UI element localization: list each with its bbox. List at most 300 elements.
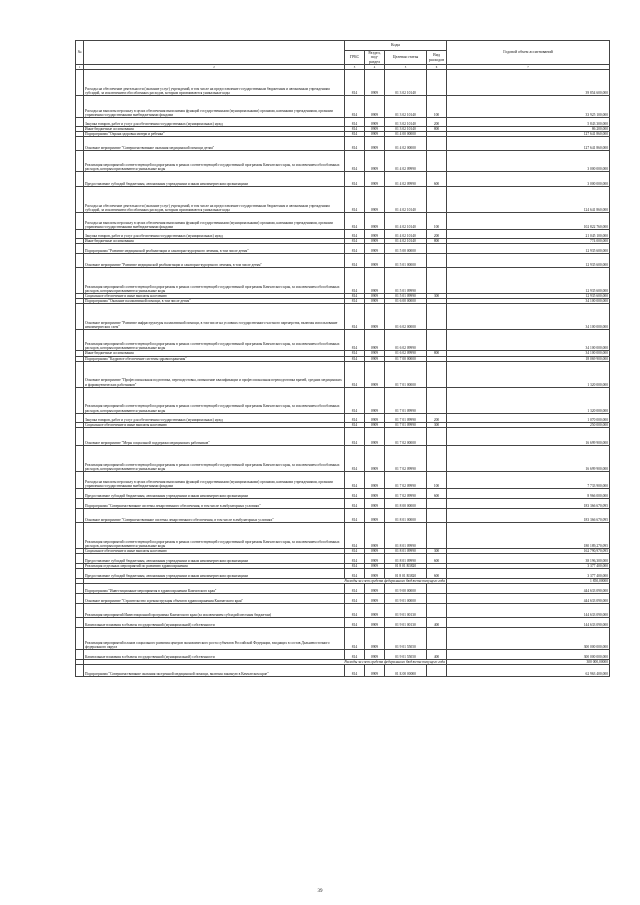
razdel-code: 0909 — [365, 213, 385, 230]
razdel-code: 0909 — [365, 553, 385, 563]
amount-cell: 3 000 000,000 — [447, 151, 610, 172]
empty-cell — [76, 498, 84, 508]
target-article-code: 01 7 01 00000 — [385, 361, 427, 387]
target-article-code: 01 7 01 09990 — [385, 422, 427, 427]
grbs-code: 814 — [345, 294, 365, 299]
expense-type-code — [427, 137, 447, 151]
razdel-code: 0909 — [365, 304, 385, 330]
empty-cell — [76, 413, 84, 422]
amount-cell: 62 963 400,000 — [447, 665, 610, 677]
target-article-code: 01 3 02 10140 — [385, 127, 427, 132]
razdel-code: 0909 — [365, 427, 385, 445]
expense-type-code: 100 — [427, 471, 447, 488]
table-row — [76, 665, 610, 677]
table-row — [76, 304, 610, 330]
header-name — [84, 41, 345, 65]
target-article-code: 01 4 02 09990 — [385, 151, 427, 172]
target-article-code: 01 6 00 00000 — [385, 299, 427, 304]
expense-type-code — [427, 70, 447, 96]
item-name: Подпрограмма "Развитие медицинской реабилитации и санаторно-курортного лечения, в том числе детям" — [84, 244, 345, 254]
target-article-code: 01 6 02 00000 — [385, 304, 427, 330]
item-name: Социальное обеспечение и иные выплаты населению — [84, 548, 345, 553]
razdel-code: 0909 — [365, 413, 385, 422]
item-name: Иные бюджетные ассигнования — [84, 127, 345, 132]
grbs-code: 814 — [345, 471, 365, 488]
expense-type-code: 600 — [427, 172, 447, 187]
item-name: Социальное обеспечение и иные выплаты населению — [84, 422, 345, 427]
amount-cell: 16 699 900,000 — [447, 427, 610, 445]
razdel-code: 0909 — [365, 254, 385, 268]
target-article-code: 01 5 01 09990 — [385, 294, 427, 299]
table-row — [76, 553, 610, 563]
header-csr: Целевая статья — [385, 51, 427, 65]
target-article-code: 01 7 00 00000 — [385, 356, 427, 361]
expense-type-code — [427, 445, 447, 471]
empty-cell — [76, 70, 84, 96]
grbs-code: 814 — [345, 187, 365, 213]
empty-cell — [76, 594, 84, 604]
expense-type-code — [427, 187, 447, 213]
empty-cell — [76, 304, 84, 330]
expense-type-code: 600 — [427, 568, 447, 578]
expense-type-code: 600 — [427, 488, 447, 498]
table-row — [76, 96, 610, 118]
amount-cell: 1 070 000,000 — [447, 413, 610, 422]
column-number: 1 — [76, 65, 84, 70]
target-article-code: 01 4 00 00000 — [385, 132, 427, 137]
target-article-code: 01 6 02 09990 — [385, 330, 427, 351]
razdel-code: 0909 — [365, 230, 385, 239]
amount-cell: 102 822 760,000 — [447, 213, 610, 230]
amount-cell: 124 641 860,000 — [447, 187, 610, 213]
grbs-code: 814 — [345, 132, 365, 137]
table-row — [76, 488, 610, 498]
razdel-code: 0909 — [365, 151, 385, 172]
amount-cell: 34 100 000,000 — [447, 304, 610, 330]
item-name: Основное мероприятие "Развитие инфраструктуры паллиативной помощи, в том числе на условиях государственного частного партнерства, включая использование некоммерческих схем" — [84, 304, 345, 330]
target-article-code: 01 5 01 00000 — [385, 254, 427, 268]
grbs-code: 814 — [345, 268, 365, 294]
grbs-code: 814 — [345, 522, 365, 548]
empty-cell — [76, 508, 84, 522]
target-article-code: 01 9 01 55050 — [385, 628, 427, 650]
amount-cell: 12 935 600,000 — [447, 244, 610, 254]
grbs-code: 814 — [345, 299, 365, 304]
target-article-code: 01 4 02 00000 — [385, 137, 427, 151]
amount-cell: 34 100 000,000 — [447, 351, 610, 356]
razdel-code: 0909 — [365, 96, 385, 118]
razdel-code: 0909 — [365, 604, 385, 618]
razdel-code: 0909 — [365, 665, 385, 677]
empty-cell — [76, 522, 84, 548]
expense-type-code — [427, 254, 447, 268]
empty-cell — [76, 172, 84, 187]
empty-cell — [76, 445, 84, 471]
razdel-code: 0909 — [365, 628, 385, 650]
empty-cell — [76, 151, 84, 172]
empty-cell — [76, 387, 84, 413]
item-name: Предоставление субсидий бюджетным, автономным учреждениям и иным некоммерческим организациям — [84, 488, 345, 498]
expense-type-code — [427, 268, 447, 294]
table-row — [76, 330, 610, 351]
empty-cell — [76, 488, 84, 498]
table-row — [76, 137, 610, 151]
razdel-code: 0909 — [365, 330, 385, 351]
item-name: Капитальные вложения в объекты государственной (муниципальной) собственности — [84, 618, 345, 628]
expense-type-code: 800 — [427, 351, 447, 356]
amount-cell: 183 366 670,095 — [447, 498, 610, 508]
target-article-code: 01 8 01 09990 — [385, 548, 427, 553]
expense-type-code: 100 — [427, 96, 447, 118]
expense-type-code: 400 — [427, 650, 447, 660]
item-name: Капитальные вложения в объекты государственной (муниципальной) собственности — [84, 650, 345, 660]
item-name: Закупка товаров, работ и услуг для обеспечения государственных (муниципальных) нужд — [84, 413, 345, 422]
empty-cell — [76, 230, 84, 239]
empty-cell — [76, 628, 84, 650]
razdel-code: 0909 — [365, 361, 385, 387]
grbs-code: 814 — [345, 618, 365, 628]
amount-cell: 33 925 100,000 — [447, 96, 610, 118]
empty-cell — [76, 665, 84, 677]
grbs-code: 814 — [345, 553, 365, 563]
expense-type-code: 800 — [427, 127, 447, 132]
empty-cell — [76, 187, 84, 213]
grbs-code: 814 — [345, 427, 365, 445]
table-row — [76, 568, 610, 578]
amount-cell: 127 641 860,000 — [447, 132, 610, 137]
table-row — [76, 361, 610, 387]
grbs-code: 814 — [345, 239, 365, 244]
item-name: Реализация мероприятий соответствующей подпрограммы в рамках соответствующей государственной программы Камчатского края, за исключением обособленных расходов, которым присваиваются уникальные коды — [84, 268, 345, 294]
target-article-code: 01 9 01 00130 — [385, 618, 427, 628]
target-article-code: 01 Б 00 00000 — [385, 665, 427, 677]
amount-cell: 16 699 900,000 — [447, 445, 610, 471]
expense-type-code — [427, 361, 447, 387]
target-article-code: 01 7 01 09990 — [385, 387, 427, 413]
grbs-code: 814 — [345, 445, 365, 471]
empty-cell — [76, 650, 84, 660]
grbs-code: 814 — [345, 70, 365, 96]
empty-cell — [76, 118, 84, 127]
item-name: Реализация мероприятий соответствующей подпрограммы в рамках соответствующей государственной программы Камчатского края, за исключением обособленных расходов, которым присваиваются уникальные коды — [84, 522, 345, 548]
target-article-code: 01 9 01 55050 — [385, 650, 427, 660]
table-row — [76, 522, 610, 548]
razdel-code: 0909 — [365, 584, 385, 594]
expense-type-code — [427, 584, 447, 594]
table-row — [76, 650, 610, 660]
header-vr: Вид расходов — [427, 51, 447, 65]
grbs-code: 814 — [345, 244, 365, 254]
razdel-code: 0909 — [365, 132, 385, 137]
item-name: Предоставление субсидий бюджетным, автономным учреждениям и иным некоммерческим организациям — [84, 568, 345, 578]
target-article-code: 01 4 02 10140 — [385, 213, 427, 230]
table-row — [76, 268, 610, 294]
target-article-code: 01 4 02 10140 — [385, 230, 427, 239]
amount-cell: 300 000 000,000 — [447, 650, 610, 660]
target-article-code: 01 7 02 00000 — [385, 427, 427, 445]
razdel-code: 0909 — [365, 299, 385, 304]
razdel-code: 0909 — [365, 294, 385, 299]
column-number: 3 — [345, 65, 365, 70]
budget-table-sheet — [75, 40, 609, 677]
empty-cell — [76, 568, 84, 578]
amount-cell: 86 200,000 — [447, 127, 610, 132]
razdel-code: 0909 — [365, 70, 385, 96]
item-name: Расходы на выплаты персоналу в целях обеспечения выполнения функций государственными (муниципальными) органами, казенными учреждениями, органами управления государственными внебюджетными фондами — [84, 213, 345, 230]
razdel-code: 0909 — [365, 187, 385, 213]
amount-cell: 1 850,00000 — [447, 578, 610, 583]
razdel-code: 0909 — [365, 118, 385, 127]
grbs-code: 814 — [345, 351, 365, 356]
amount-cell: 12 935 600,000 — [447, 294, 610, 299]
amount-cell: 183 366 670,095 — [447, 508, 610, 522]
grbs-code: 814 — [345, 413, 365, 422]
table-row — [76, 187, 610, 213]
amount-cell: 300 000,00000 — [447, 660, 610, 665]
header-codes: Коды — [345, 41, 447, 51]
expense-type-code — [427, 628, 447, 650]
grbs-code: 814 — [345, 254, 365, 268]
column-number: 4 — [365, 65, 385, 70]
razdel-code: 0909 — [365, 268, 385, 294]
empty-cell — [76, 427, 84, 445]
expense-type-code — [427, 151, 447, 172]
table-row — [76, 151, 610, 172]
expense-type-code — [427, 304, 447, 330]
empty-cell — [76, 137, 84, 151]
item-name: Предоставление субсидий бюджетным, автономным учреждениям и иным некоммерческим организациям — [84, 553, 345, 563]
grbs-code: 814 — [345, 356, 365, 361]
amount-cell: 39 854 600,000 — [447, 70, 610, 96]
item-name: Реализация мероприятий соответствующей подпрограммы в рамках соответствующей государственной программы Камчатского края, за исключением обособленных расходов, которым присваиваются уникальные коды — [84, 387, 345, 413]
expense-type-code — [427, 330, 447, 351]
razdel-code: 0909 — [365, 498, 385, 508]
razdel-code: 0909 — [365, 618, 385, 628]
column-number: 5 — [385, 65, 427, 70]
razdel-code: 0909 — [365, 508, 385, 522]
expense-type-code: 400 — [427, 618, 447, 628]
amount-cell: 21 045 100,000 — [447, 230, 610, 239]
table-row — [76, 230, 610, 239]
target-article-code: 01 4 02 09990 — [385, 172, 427, 187]
expense-type-code — [427, 498, 447, 508]
grbs-code: 814 — [345, 387, 365, 413]
empty-cell — [76, 553, 84, 563]
target-article-code: 01 8 01 R3820 — [385, 563, 427, 568]
item-name: Расходы на выплаты персоналу в целях обеспечения выполнения функций государственными (муниципальными) органами, казенными учреждениями, органами управления государственными внебюджетными фондами — [84, 471, 345, 488]
table-row — [76, 244, 610, 254]
amount-cell: 5 843 300,000 — [447, 118, 610, 127]
razdel-code: 0909 — [365, 522, 385, 548]
empty-cell — [76, 330, 84, 351]
amount-cell: 1 320 000,000 — [447, 361, 610, 387]
item-name: Подпрограмма "Совершенствование оказания экстренной медицинской помощи, включая заказную в Камчатском крае" — [84, 665, 345, 677]
item-name: Основное мероприятие "Меры социальной поддержки медицинских работников" — [84, 427, 345, 445]
grbs-code: 814 — [345, 548, 365, 553]
item-name: Предоставление субсидий бюджетным, автономным учреждениям и иным некоммерческим организациям — [84, 172, 345, 187]
page-number: 39 — [317, 889, 323, 894]
target-article-code: 01 5 00 00000 — [385, 244, 427, 254]
empty-cell — [76, 361, 84, 387]
table-row — [76, 213, 610, 230]
table-row — [76, 498, 610, 508]
item-name: Основное мероприятие "Профессиональная подготовка, переподготовка, повышение квалификации и профессиональная переподготовка врачей, средних медицинских и фармацевтических работников" — [84, 361, 345, 387]
item-name: Основное мероприятие "Строительство и реконструкция объектов здравоохранения Камчатского края" — [84, 594, 345, 604]
table-row — [76, 70, 610, 96]
target-article-code: 01 7 02 09990 — [385, 471, 427, 488]
amount-cell: 444 633 090,000 — [447, 584, 610, 594]
expense-type-code: 100 — [427, 213, 447, 230]
razdel-code: 0909 — [365, 548, 385, 553]
razdel-code: 0909 — [365, 650, 385, 660]
grbs-code: 814 — [345, 498, 365, 508]
target-article-code: 01 3 02 10140 — [385, 70, 427, 96]
razdel-code: 0909 — [365, 356, 385, 361]
grbs-code: 814 — [345, 118, 365, 127]
grbs-code: 814 — [345, 650, 365, 660]
grbs-code: 814 — [345, 628, 365, 650]
amount-cell: 180 189,270,095 — [447, 522, 610, 548]
expense-type-code — [427, 665, 447, 677]
amount-cell: 34 100 000,000 — [447, 330, 610, 351]
table-row — [76, 387, 610, 413]
expense-type-code: 200 — [427, 118, 447, 127]
amount-cell: 1 320 000,000 — [447, 387, 610, 413]
amount-cell: 3 000 000,000 — [447, 172, 610, 187]
item-name: Расходы на обеспечение деятельности (оказание услуг) учреждений, в том числе на предоставление государственным бюджетным и автономным учреждениям субсидий, за исключением обособленных расходов, которым присваиваются уникальные коды — [84, 70, 345, 96]
target-article-code: 01 6 02 09990 — [385, 351, 427, 356]
razdel-code: 0909 — [365, 127, 385, 132]
grbs-code: 814 — [345, 127, 365, 132]
target-article-code: 01 8 01 09990 — [385, 522, 427, 548]
table-row — [76, 254, 610, 268]
item-name: Расходы на выплаты персоналу в целях обеспечения выполнения функций государственными (муниципальными) органами, казенными учреждениями, органами управления государственными внебюджетными фондами — [84, 96, 345, 118]
target-article-code: 01 8 01 00000 — [385, 508, 427, 522]
header-num: № — [76, 41, 84, 65]
item-name: Социальное обеспечение и иные выплаты населению — [84, 294, 345, 299]
item-name: Закупка товаров, работ и услуг для обеспечения государственных (муниципальных) нужд — [84, 230, 345, 239]
note-text: Расходы за счет средств федерального бюджета текущего года — [84, 660, 447, 665]
header-razdel: Раздел, под-раздел — [365, 51, 385, 65]
grbs-code: 814 — [345, 96, 365, 118]
item-name: Реализация мероприятий соответствующей подпрограммы в рамках соответствующей государственной программы Камчатского края, за исключением обособленных расходов, которым присваиваются уникальные коды — [84, 330, 345, 351]
amount-cell: 12 935 600,000 — [447, 268, 610, 294]
amount-cell: 38 196,300,000 — [447, 553, 610, 563]
razdel-code: 0909 — [365, 244, 385, 254]
expense-type-code — [427, 427, 447, 445]
item-name: Подпрограмма "Кадровое обеспечение системы здравоохранения" — [84, 356, 345, 361]
amount-cell: 774 000,000 — [447, 239, 610, 244]
target-article-code: 01 9 01 00130 — [385, 604, 427, 618]
expense-type-code: 200 — [427, 230, 447, 239]
expense-type-code: 300 — [427, 422, 447, 427]
empty-cell — [76, 604, 84, 618]
target-article-code: 01 8 01 09990 — [385, 553, 427, 563]
expense-type-code — [427, 387, 447, 413]
item-name: Реализация мероприятий соответствующей подпрограммы в рамках соответствующей государственной программы Камчатского края, за исключением обособленных расходов, которым присваиваются уникальные коды — [84, 445, 345, 471]
expense-type-code — [427, 244, 447, 254]
razdel-code: 0909 — [365, 445, 385, 471]
grbs-code: 814 — [345, 172, 365, 187]
table-row — [76, 118, 610, 127]
grbs-code: 814 — [345, 330, 365, 351]
grbs-code: 814 — [345, 151, 365, 172]
grbs-code: 814 — [345, 604, 365, 618]
amount-cell: 34 100 000,000 — [447, 299, 610, 304]
item-name: Расходы на обеспечение деятельности (оказание услуг) учреждений, в том числе на предоставление государственным бюджетным и автономным учреждениям субсидий, за исключением обособленных расходов, которым присваиваются уникальные коды — [84, 187, 345, 213]
item-name: Реализация отдельных мероприятий по развитию здравоохранения — [84, 563, 345, 568]
empty-cell — [76, 471, 84, 488]
table-row — [76, 172, 610, 187]
expense-type-code — [427, 522, 447, 548]
column-number: 6 — [427, 65, 447, 70]
razdel-code: 0909 — [365, 172, 385, 187]
budget-table-body — [76, 70, 610, 677]
razdel-code: 0909 — [365, 563, 385, 568]
target-article-code: 01 9 01 00000 — [385, 594, 427, 604]
grbs-code: 814 — [345, 137, 365, 151]
grbs-code: 814 — [345, 488, 365, 498]
target-article-code: 01 9 00 00000 — [385, 584, 427, 594]
expense-type-code — [427, 604, 447, 618]
razdel-code: 0909 — [365, 387, 385, 413]
grbs-code: 814 — [345, 508, 365, 522]
empty-cell — [76, 254, 84, 268]
item-name: Подпрограмма "Инвестиционные мероприятия в здравоохранении Камчатского края" — [84, 584, 345, 594]
target-article-code: 01 8 01 R3820 — [385, 568, 427, 578]
expense-type-code — [427, 508, 447, 522]
amount-cell: 3 377 400,000 — [447, 568, 610, 578]
target-article-code: 01 8 00 00000 — [385, 498, 427, 508]
item-name: Подпрограмма "Охрана здоровья матери и ребенка" — [84, 132, 345, 137]
target-article-code: 01 3 02 10140 — [385, 96, 427, 118]
table-row — [76, 471, 610, 488]
table-row — [76, 618, 610, 628]
item-name: Подпрограмма "Совершенствование системы лекарственного обеспечения, в том числе в амбулаторных условиях" — [84, 498, 345, 508]
table-row — [76, 427, 610, 445]
razdel-code: 0909 — [365, 422, 385, 427]
header-grbs: ГРБС — [345, 51, 365, 65]
amount-cell: 250 000,000 — [447, 422, 610, 427]
target-article-code: 01 7 02 09990 — [385, 445, 427, 471]
amount-cell: 300 000 000,000 — [447, 628, 610, 650]
grbs-code: 814 — [345, 568, 365, 578]
item-name: Реализация мероприятий Инвестиционной программы Камчатского края (за исключением субсидий местным бюджетам) — [84, 604, 345, 618]
table-row — [76, 604, 610, 618]
table-row — [76, 628, 610, 650]
grbs-code: 814 — [345, 304, 365, 330]
amount-cell: 8 966 000,000 — [447, 488, 610, 498]
razdel-code: 0909 — [365, 239, 385, 244]
table-row — [76, 508, 610, 522]
empty-cell — [76, 584, 84, 594]
amount-cell: 18 069 900,000 — [447, 356, 610, 361]
empty-cell — [76, 96, 84, 118]
table-row — [76, 594, 610, 604]
grbs-code: 814 — [345, 422, 365, 427]
razdel-code: 0909 — [365, 471, 385, 488]
razdel-code: 0909 — [365, 488, 385, 498]
amount-cell: 144 633 090,000 — [447, 618, 610, 628]
amount-cell: 12 935 600,000 — [447, 254, 610, 268]
table-row — [76, 584, 610, 594]
amount-cell: 3 377 400,000 — [447, 563, 610, 568]
expense-type-code: 300 — [427, 548, 447, 553]
item-name: Реализация мероприятий соответствующей подпрограммы в рамках соответствующей государственной программы Камчатского края, за исключением обособленных расходов, которым присваиваются уникальные коды — [84, 151, 345, 172]
razdel-code: 0909 — [365, 137, 385, 151]
target-article-code: 01 4 02 10140 — [385, 239, 427, 244]
grbs-code: 814 — [345, 230, 365, 239]
